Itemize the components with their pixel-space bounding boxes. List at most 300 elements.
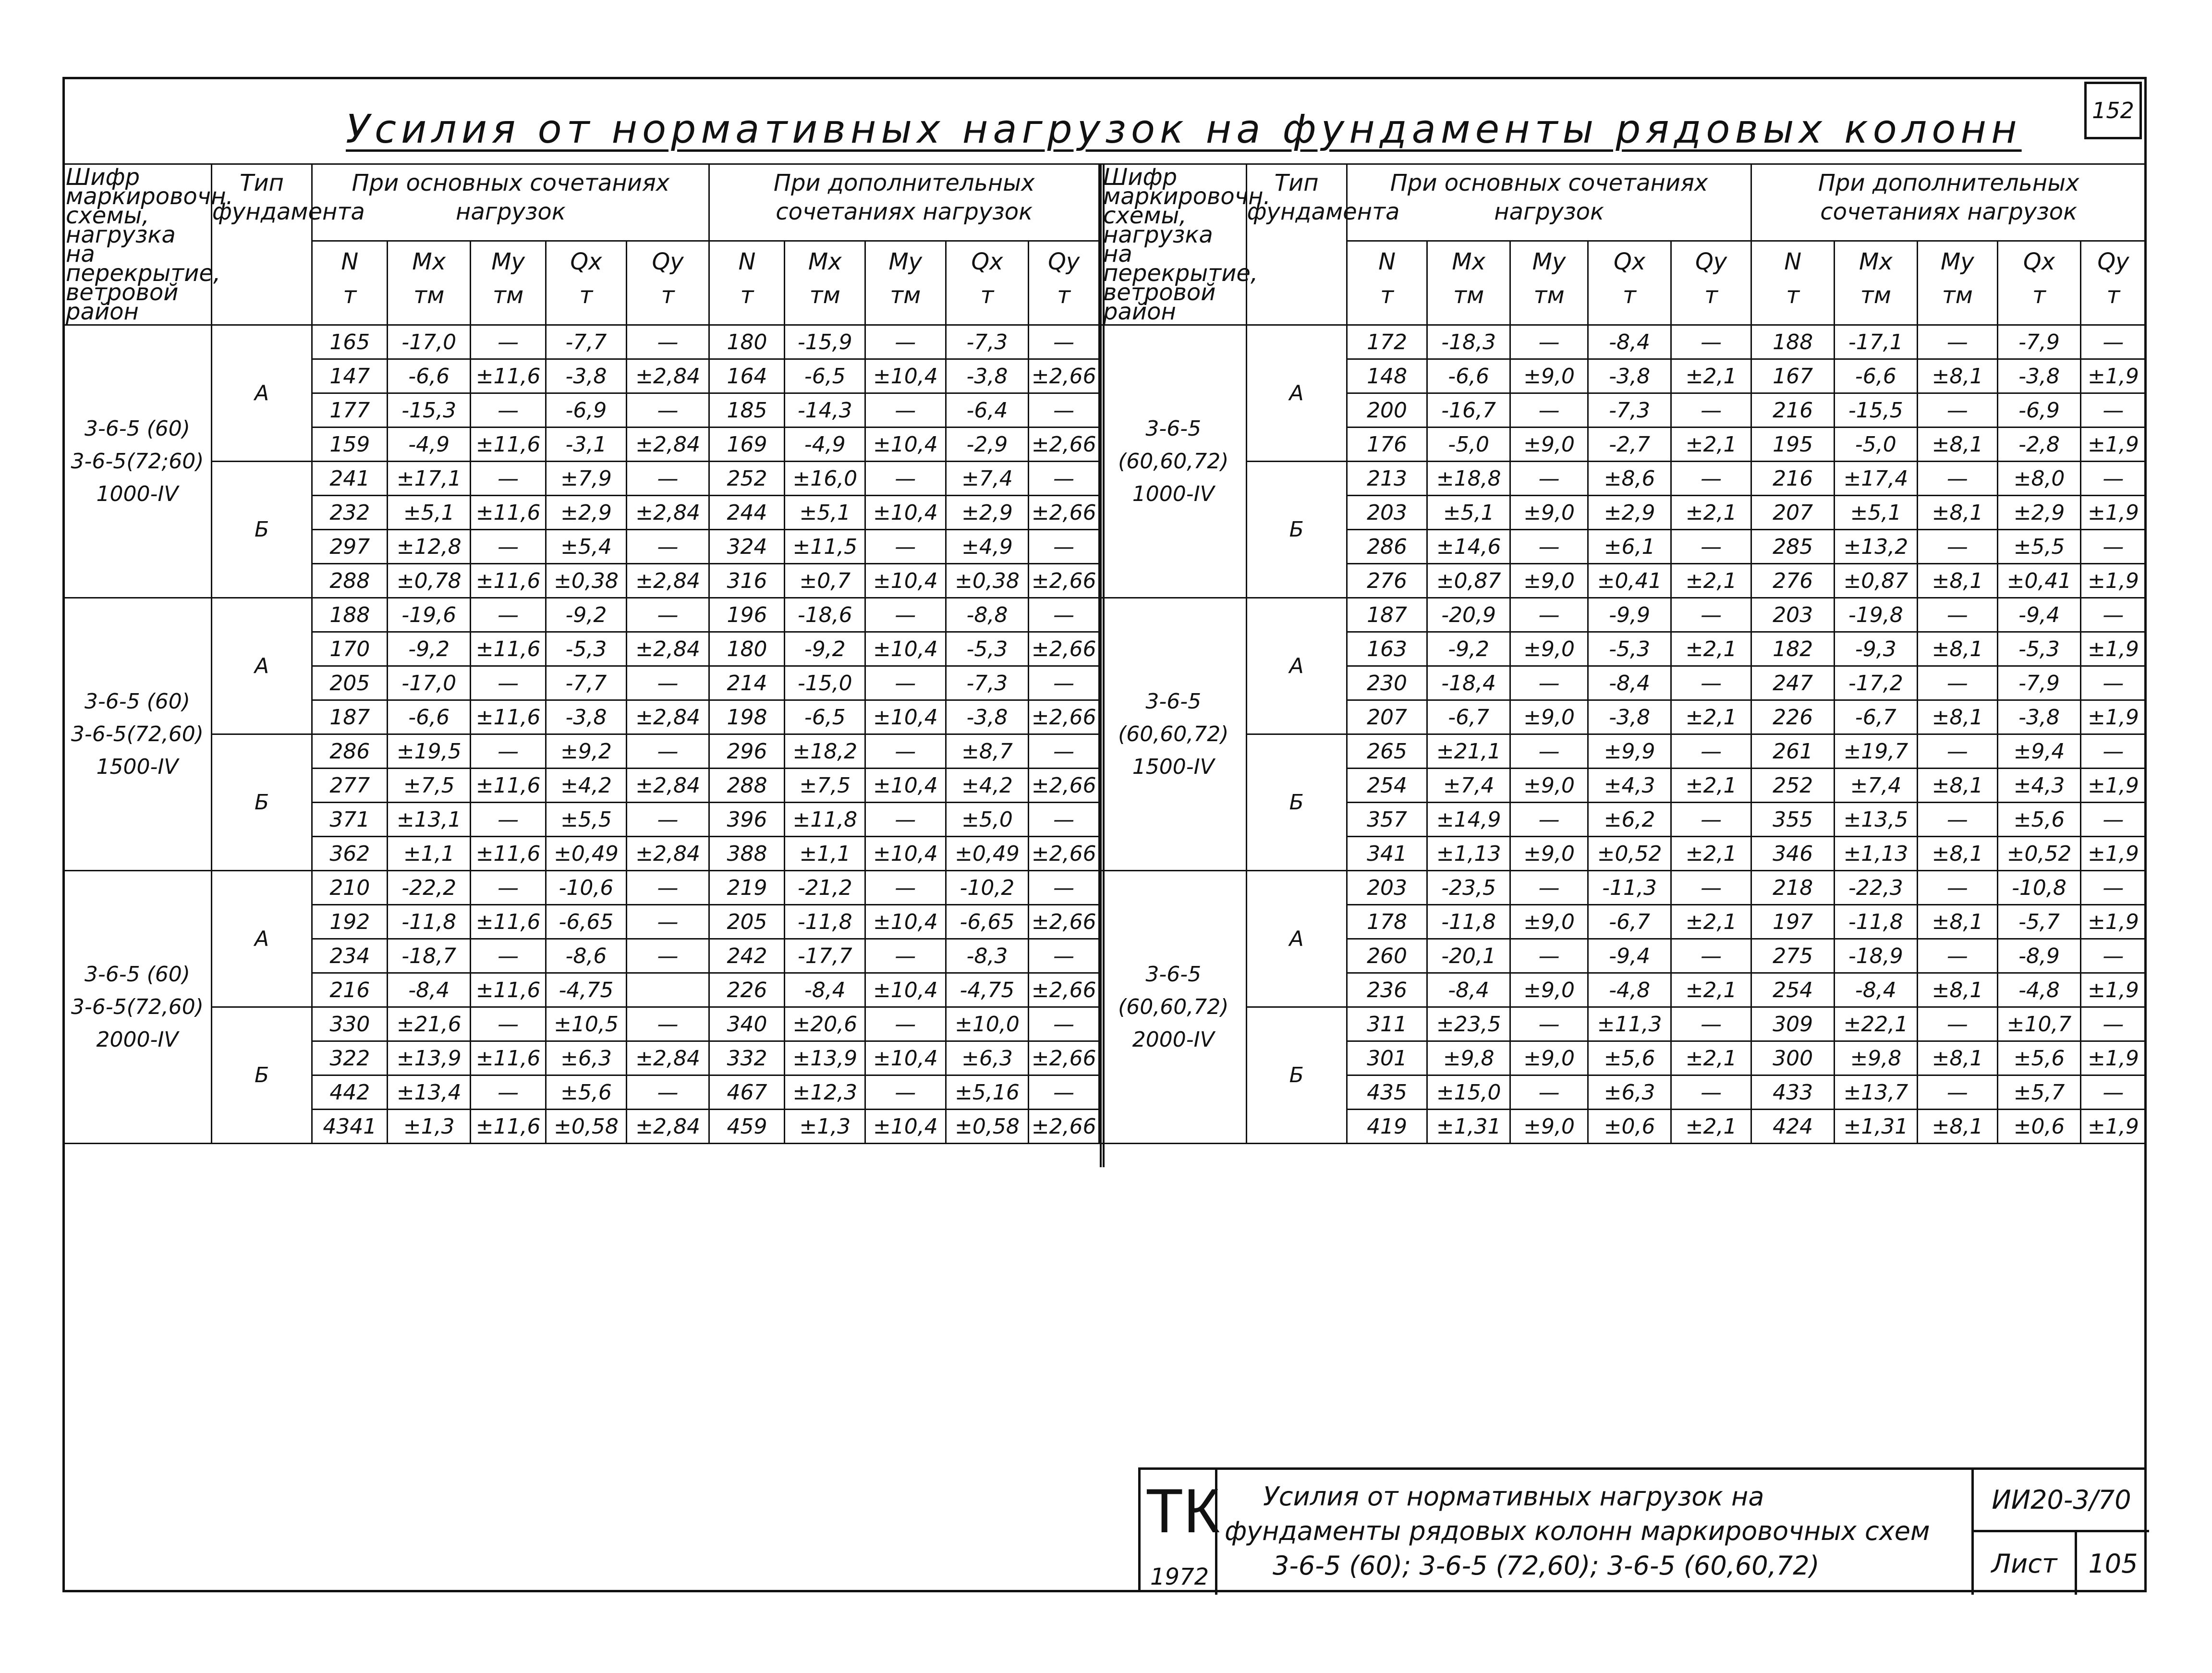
value-cell: ±1,1 <box>388 837 471 871</box>
value-cell: ±11,6 <box>471 1041 546 1075</box>
value-cell: ±1,9 <box>2080 632 2146 666</box>
value-cell: 203 <box>1751 598 1835 632</box>
value-cell: 187 <box>312 700 388 734</box>
value-cell: ±1,31 <box>1427 1110 1510 1144</box>
value-cell: ±2,66 <box>1029 769 1099 803</box>
value-cell: — <box>865 803 946 837</box>
value-cell: — <box>1510 1007 1588 1041</box>
value-cell: ±9,0 <box>1510 973 1588 1007</box>
value-cell: 316 <box>709 564 785 598</box>
value-cell: ±21,6 <box>388 1007 471 1041</box>
value-cell: 207 <box>1347 700 1427 734</box>
value-cell: — <box>471 462 546 496</box>
value-cell: -4,8 <box>1588 973 1671 1007</box>
value-cell: -17,7 <box>785 939 865 973</box>
column-header <box>2080 241 2146 325</box>
value-cell: 205 <box>709 905 785 939</box>
column-unit: тм <box>1453 282 1484 309</box>
value-cell: — <box>2080 462 2146 496</box>
value-cell: — <box>1917 734 1997 769</box>
value-cell: — <box>1671 530 1751 564</box>
value-cell: — <box>1671 939 1751 973</box>
value-cell: — <box>1029 1075 1099 1110</box>
scheme-line: (60,60,72) <box>1118 721 1229 746</box>
column-symbol: Qx <box>2023 248 2055 276</box>
value-cell: — <box>1029 325 1099 359</box>
value-cell: — <box>2080 393 2146 427</box>
value-cell: ±19,7 <box>1835 734 1918 769</box>
value-cell: 371 <box>312 803 388 837</box>
value-cell: ±15,0 <box>1427 1075 1510 1110</box>
value-cell: ±21,1 <box>1427 734 1510 769</box>
column-symbol: N <box>738 248 756 276</box>
value-cell: 203 <box>1347 871 1427 905</box>
scheme-line: (60,60,72) <box>1118 994 1229 1019</box>
scheme-line: 3-6-5 (60) <box>84 962 190 987</box>
value-cell: — <box>1671 325 1751 359</box>
value-cell: ±13,1 <box>388 803 471 837</box>
value-cell: -6,6 <box>388 700 471 734</box>
column-unit: т <box>1704 282 1718 309</box>
value-cell: ±22,1 <box>1835 1007 1918 1041</box>
table-row <box>63 734 1099 769</box>
value-cell: — <box>1510 462 1588 496</box>
column-unit: т <box>980 282 994 309</box>
column-unit: т <box>2106 282 2120 309</box>
value-cell: ±2,84 <box>626 632 709 666</box>
value-cell: ±0,52 <box>1588 837 1671 871</box>
value-cell: — <box>1029 734 1099 769</box>
value-cell: — <box>1510 598 1588 632</box>
value-cell: -4,9 <box>388 427 471 462</box>
column-header <box>1671 241 1751 325</box>
scheme-line: 3-6-5 <box>1145 689 1202 714</box>
value-cell: 192 <box>312 905 388 939</box>
value-cell: 355 <box>1751 803 1835 837</box>
value-cell: -8,4 <box>1427 973 1510 1007</box>
value-cell: — <box>626 803 709 837</box>
value-cell: -14,3 <box>785 393 865 427</box>
value-cell: 324 <box>709 530 785 564</box>
value-cell: ±5,16 <box>946 1075 1029 1110</box>
column-unit: тм <box>493 282 524 309</box>
value-cell: ±8,7 <box>946 734 1029 769</box>
foundation-type-cell: Б <box>211 1007 312 1144</box>
value-cell: 230 <box>1347 666 1427 700</box>
header-basic: При основных сочетаниях нагрузок <box>1347 164 1751 241</box>
column-unit: т <box>740 282 754 309</box>
value-cell: -21,2 <box>785 871 865 905</box>
value-cell: — <box>1671 734 1751 769</box>
value-cell: ±2,66 <box>1029 1110 1099 1144</box>
value-cell: — <box>1917 530 1997 564</box>
value-cell: -18,9 <box>1835 939 1918 973</box>
value-cell: ±11,6 <box>471 973 546 1007</box>
scheme-line: 3-6-5 <box>1145 962 1202 987</box>
column-symbol: Mx <box>1452 248 1486 276</box>
value-cell: -11,8 <box>1427 905 1510 939</box>
value-cell: -17,0 <box>388 666 471 700</box>
value-cell: -22,3 <box>1835 871 1918 905</box>
column-symbol: Mx <box>1859 248 1893 276</box>
value-cell: 242 <box>709 939 785 973</box>
value-cell: — <box>471 598 546 632</box>
value-cell: — <box>1671 393 1751 427</box>
value-cell: — <box>626 598 709 632</box>
value-cell: -17,1 <box>1835 325 1918 359</box>
org-mark: ТК <box>1145 1476 1220 1546</box>
value-cell: 219 <box>709 871 785 905</box>
foundation-type-cell: А <box>211 871 312 1007</box>
value-cell: ±9,2 <box>546 734 627 769</box>
scheme-cell <box>63 871 212 1144</box>
value-cell: -7,7 <box>546 666 627 700</box>
value-cell: — <box>865 462 946 496</box>
value-cell: 195 <box>1751 427 1835 462</box>
page-title: Усилия от нормативных нагрузок на фундаменты рядовых колонн <box>346 107 2022 152</box>
table-row <box>63 871 1099 905</box>
value-cell: — <box>1917 803 1997 837</box>
value-cell: ±0,38 <box>546 564 627 598</box>
foundation-type-cell: А <box>1246 325 1347 462</box>
value-cell: — <box>1510 530 1588 564</box>
value-cell <box>626 973 709 1007</box>
value-cell: ±17,4 <box>1835 462 1918 496</box>
value-cell: -9,2 <box>388 632 471 666</box>
value-cell: ±2,1 <box>1671 1041 1751 1075</box>
value-cell: ±14,6 <box>1427 530 1510 564</box>
value-cell: — <box>865 325 946 359</box>
value-cell: -6,7 <box>1427 700 1510 734</box>
column-header <box>865 241 946 325</box>
left-forces-table <box>62 163 1100 1144</box>
value-cell: -3,8 <box>546 359 627 393</box>
value-cell: -6,5 <box>785 700 865 734</box>
value-cell: ±2,84 <box>626 564 709 598</box>
value-cell: 254 <box>1347 769 1427 803</box>
value-cell: 442 <box>312 1075 388 1110</box>
value-cell: ±11,6 <box>471 496 546 530</box>
value-cell: — <box>865 871 946 905</box>
value-cell: — <box>471 1075 546 1110</box>
table-row <box>1101 598 2146 632</box>
value-cell: ±11,6 <box>471 769 546 803</box>
value-cell: 216 <box>1751 462 1835 496</box>
value-cell: ±2,84 <box>626 1110 709 1144</box>
value-cell: ±2,1 <box>1671 973 1751 1007</box>
value-cell: -7,9 <box>1998 325 2081 359</box>
value-cell: — <box>1029 939 1099 973</box>
column-header <box>1917 241 1997 325</box>
value-cell: ±0,49 <box>946 837 1029 871</box>
value-cell: 244 <box>709 496 785 530</box>
header-shifr: Шифр маркировочн. схемы, нагрузка на перекрытие, ветровой район <box>63 164 212 325</box>
column-header <box>1510 241 1588 325</box>
value-cell: ±10,4 <box>865 905 946 939</box>
table-row <box>1101 325 2146 359</box>
scheme-line: 3-6-5(72,60) <box>71 721 204 746</box>
value-cell: ±0,49 <box>546 837 627 871</box>
value-cell: -15,5 <box>1835 393 1918 427</box>
value-cell: — <box>471 393 546 427</box>
value-cell: 301 <box>1347 1041 1427 1075</box>
value-cell: — <box>471 734 546 769</box>
value-cell: 459 <box>709 1110 785 1144</box>
value-cell: 277 <box>312 769 388 803</box>
scheme-cell <box>63 598 212 871</box>
value-cell: — <box>1510 666 1588 700</box>
column-symbol: Qy <box>2097 248 2129 276</box>
value-cell: ±0,58 <box>946 1110 1029 1144</box>
value-cell: 188 <box>312 598 388 632</box>
column-header <box>1029 241 1099 325</box>
value-cell: ±11,6 <box>471 564 546 598</box>
value-cell: ±2,66 <box>1029 564 1099 598</box>
column-header <box>946 241 1029 325</box>
value-cell: -9,9 <box>1588 598 1671 632</box>
value-cell: -9,4 <box>1588 939 1671 973</box>
value-cell: — <box>1029 871 1099 905</box>
value-cell: -10,2 <box>946 871 1029 905</box>
value-cell: 200 <box>1347 393 1427 427</box>
header-type: Тип фундамента <box>211 164 312 325</box>
value-cell: ±0,58 <box>546 1110 627 1144</box>
right-forces-table <box>1100 163 2147 1144</box>
value-cell: ±1,9 <box>2080 1041 2146 1075</box>
value-cell: -15,9 <box>785 325 865 359</box>
value-cell: -8,4 <box>785 973 865 1007</box>
value-cell: ±5,1 <box>1427 496 1510 530</box>
value-cell: — <box>865 393 946 427</box>
column-unit: тм <box>1533 282 1565 309</box>
value-cell: -6,65 <box>546 905 627 939</box>
value-cell: — <box>1917 666 1997 700</box>
value-cell: ±10,0 <box>946 1007 1029 1041</box>
value-cell: 226 <box>1751 700 1835 734</box>
value-cell: ±9,4 <box>1998 734 2081 769</box>
value-cell: — <box>1917 325 1997 359</box>
value-cell: ±18,2 <box>785 734 865 769</box>
stamp-desc-line-2: фундаменты рядовых колонн маркировочных схем <box>1225 1516 1930 1546</box>
value-cell: -8,3 <box>946 939 1029 973</box>
value-cell: ±2,1 <box>1671 359 1751 393</box>
value-cell: ±13,9 <box>388 1041 471 1075</box>
value-cell: ±10,5 <box>546 1007 627 1041</box>
column-symbol: Qy <box>652 248 684 276</box>
value-cell: — <box>1029 462 1099 496</box>
value-cell: ±7,4 <box>1427 769 1510 803</box>
value-cell: ±1,9 <box>2080 496 2146 530</box>
value-cell: -8,8 <box>946 598 1029 632</box>
value-cell: -6,6 <box>1427 359 1510 393</box>
value-cell: ±1,3 <box>785 1110 865 1144</box>
value-cell: — <box>2080 734 2146 769</box>
value-cell: -6,4 <box>946 393 1029 427</box>
value-cell: — <box>865 734 946 769</box>
value-cell: 252 <box>709 462 785 496</box>
foundation-type-cell: Б <box>1246 462 1347 598</box>
value-cell: ±14,9 <box>1427 803 1510 837</box>
scheme-line: 3-6-5(72,60) <box>71 994 204 1019</box>
table-row <box>1101 462 2146 496</box>
value-cell: ±9,0 <box>1510 700 1588 734</box>
value-cell: ±0,52 <box>1998 837 2081 871</box>
column-unit: т <box>2032 282 2046 309</box>
column-header <box>1588 241 1671 325</box>
value-cell: ±12,8 <box>388 530 471 564</box>
scheme-line: 1000-IV <box>96 481 179 506</box>
value-cell: 234 <box>312 939 388 973</box>
value-cell: -20,1 <box>1427 939 1510 973</box>
right-table-body <box>1101 325 2146 1144</box>
value-cell: 164 <box>709 359 785 393</box>
value-cell: 346 <box>1751 837 1835 871</box>
value-cell: -8,9 <box>1998 939 2081 973</box>
value-cell: -3,8 <box>1998 359 2081 393</box>
table-row <box>63 325 1099 359</box>
value-cell: — <box>2080 871 2146 905</box>
value-cell: — <box>471 325 546 359</box>
value-cell: ±2,1 <box>1671 1110 1751 1144</box>
value-cell: 210 <box>312 871 388 905</box>
value-cell: ±2,1 <box>1671 837 1751 871</box>
value-cell: ±8,1 <box>1917 1041 1997 1075</box>
value-cell: — <box>1510 871 1588 905</box>
value-cell: ±5,1 <box>1835 496 1918 530</box>
value-cell: 276 <box>1347 564 1427 598</box>
value-cell: — <box>1510 1075 1588 1110</box>
value-cell: 419 <box>1347 1110 1427 1144</box>
value-cell: -18,4 <box>1427 666 1510 700</box>
value-cell: 178 <box>1347 905 1427 939</box>
value-cell: — <box>626 734 709 769</box>
value-cell: -15,3 <box>388 393 471 427</box>
scheme-line: 3-6-5 <box>1145 416 1202 441</box>
value-cell: ±9,0 <box>1510 837 1588 871</box>
scheme-line: 1500-IV <box>96 754 179 779</box>
column-header <box>471 241 546 325</box>
value-cell: ±1,9 <box>2080 837 2146 871</box>
column-header <box>388 241 471 325</box>
value-cell: -5,0 <box>1835 427 1918 462</box>
value-cell: ±11,6 <box>471 359 546 393</box>
column-unit: т <box>1057 282 1071 309</box>
value-cell: ±11,3 <box>1588 1007 1671 1041</box>
list-number: 105 <box>2088 1548 2138 1579</box>
value-cell: -22,2 <box>388 871 471 905</box>
value-cell: ±2,66 <box>1029 632 1099 666</box>
foundation-type-cell: А <box>1246 871 1347 1007</box>
value-cell: -3,8 <box>1588 700 1671 734</box>
value-cell: 288 <box>312 564 388 598</box>
value-cell: ±9,8 <box>1427 1041 1510 1075</box>
value-cell: ±7,4 <box>1835 769 1918 803</box>
column-unit: тм <box>890 282 921 309</box>
value-cell: -10,6 <box>546 871 627 905</box>
foundation-type-cell: Б <box>211 734 312 871</box>
value-cell: ±5,0 <box>946 803 1029 837</box>
value-cell: — <box>1917 939 1997 973</box>
value-cell: -7,9 <box>1998 666 2081 700</box>
value-cell: ±1,9 <box>2080 905 2146 939</box>
foundation-type-cell: А <box>211 325 312 462</box>
value-cell: — <box>1029 1007 1099 1041</box>
value-cell: — <box>865 530 946 564</box>
value-cell: ±10,4 <box>865 427 946 462</box>
list-label: Лист <box>1971 1532 2077 1595</box>
value-cell: ±18,8 <box>1427 462 1510 496</box>
value-cell: ±2,66 <box>1029 837 1099 871</box>
value-cell: ±5,6 <box>546 1075 627 1110</box>
value-cell: — <box>865 598 946 632</box>
value-cell: ±8,1 <box>1917 700 1997 734</box>
value-cell: ±11,6 <box>471 427 546 462</box>
value-cell: ±2,66 <box>1029 496 1099 530</box>
value-cell: — <box>626 1075 709 1110</box>
value-cell: ±13,4 <box>388 1075 471 1110</box>
value-cell: -7,3 <box>946 666 1029 700</box>
scheme-line: 2000-IV <box>96 1027 179 1052</box>
value-cell: ±10,7 <box>1998 1007 2081 1041</box>
value-cell: ±6,3 <box>1588 1075 1671 1110</box>
value-cell: ±2,84 <box>626 700 709 734</box>
scheme-line: 2000-IV <box>1132 1027 1215 1052</box>
value-cell: 396 <box>709 803 785 837</box>
value-cell: -6,5 <box>785 359 865 393</box>
column-header <box>1835 241 1918 325</box>
value-cell: — <box>626 530 709 564</box>
value-cell: — <box>1671 871 1751 905</box>
value-cell: ±2,1 <box>1671 700 1751 734</box>
org-cell <box>1141 1470 1220 1595</box>
value-cell: — <box>1671 1075 1751 1110</box>
value-cell: 467 <box>709 1075 785 1110</box>
value-cell: ±2,9 <box>946 496 1029 530</box>
column-unit: т <box>1380 282 1394 309</box>
value-cell: ±5,6 <box>1998 803 2081 837</box>
foundation-type-cell: Б <box>1246 1007 1347 1144</box>
value-cell: -7,3 <box>946 325 1029 359</box>
value-cell: -6,7 <box>1588 905 1671 939</box>
value-cell: — <box>626 1007 709 1041</box>
value-cell: -11,3 <box>1588 871 1671 905</box>
value-cell: 216 <box>312 973 388 1007</box>
value-cell: ±2,66 <box>1029 973 1099 1007</box>
column-symbol: Mx <box>412 248 446 276</box>
value-cell: — <box>1510 393 1588 427</box>
value-cell: ±1,9 <box>2080 359 2146 393</box>
value-cell: -23,5 <box>1427 871 1510 905</box>
value-cell: ±1,9 <box>2080 700 2146 734</box>
value-cell: ±8,1 <box>1917 769 1997 803</box>
value-cell: — <box>865 1007 946 1041</box>
value-cell: 241 <box>312 462 388 496</box>
value-cell: — <box>1510 325 1588 359</box>
value-cell: — <box>865 666 946 700</box>
value-cell: — <box>1029 803 1099 837</box>
value-cell: — <box>1029 393 1099 427</box>
value-cell: ±0,78 <box>388 564 471 598</box>
value-cell: -2,8 <box>1998 427 2081 462</box>
value-cell: ±11,6 <box>471 700 546 734</box>
value-cell: — <box>1917 462 1997 496</box>
value-cell: -7,3 <box>1588 393 1671 427</box>
value-cell: -9,2 <box>1427 632 1510 666</box>
value-cell: 169 <box>709 427 785 462</box>
value-cell: -2,7 <box>1588 427 1671 462</box>
value-cell: 214 <box>709 666 785 700</box>
value-cell: ±6,3 <box>546 1041 627 1075</box>
